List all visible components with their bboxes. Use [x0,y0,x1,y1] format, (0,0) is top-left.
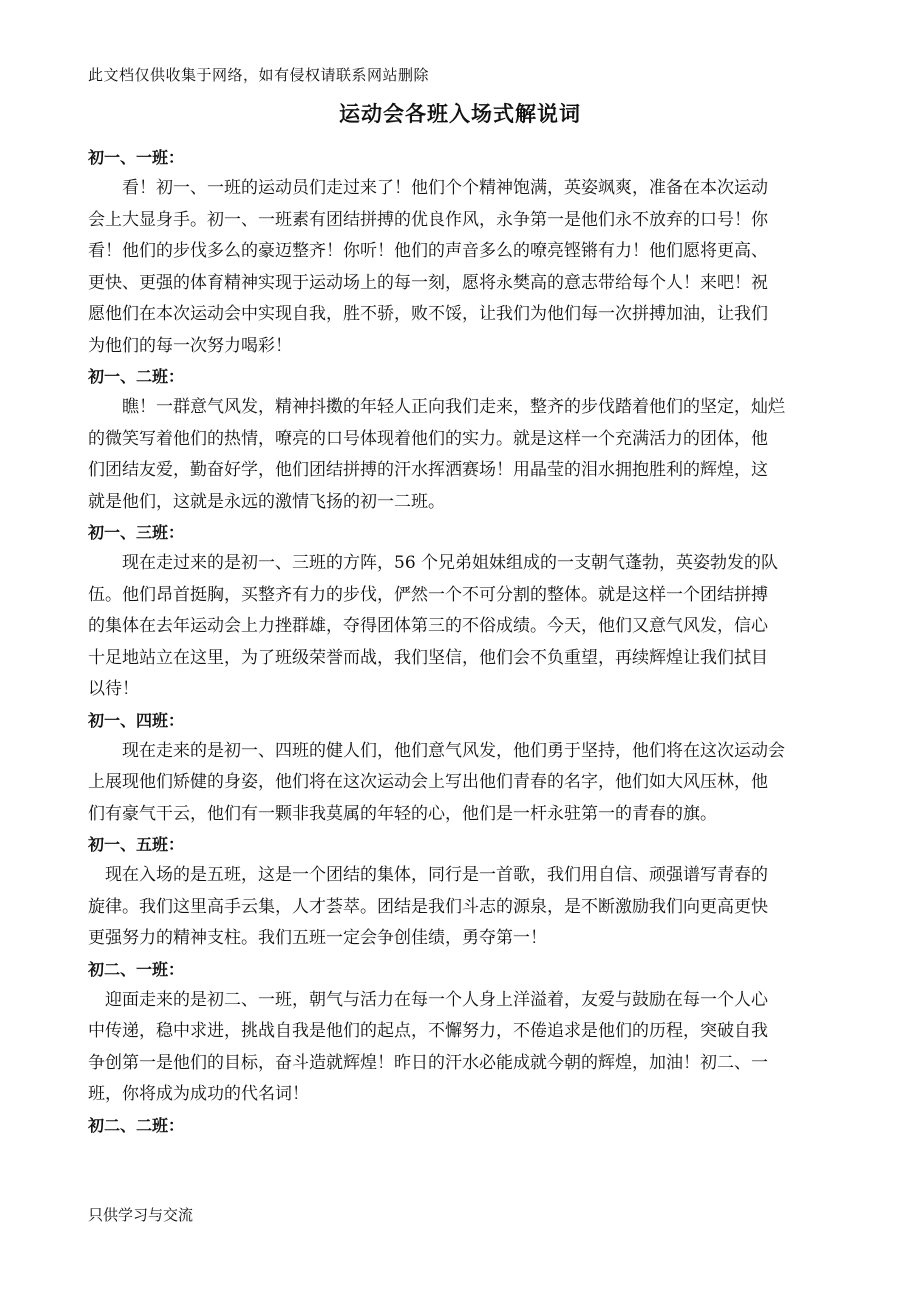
paragraph-line: 伍。他们昂首挺胸，买整齐有力的步伐，俨然一个不可分割的整体。就是这样一个团结拼搏 [88,584,768,605]
paragraph-line: 中传递，稳中求进，挑战自我是他们的起点，不懈努力，不倦追求是他们的历程，突破自我 [88,1021,768,1041]
paragraph-line: 的集体在去年运动会上力挫群雄，夺得团体第三的不俗成绩。今天，他们又意气风发，信心 [88,616,768,636]
paragraph-line: 看！初一、一班的运动员们走过来了！他们个个精神饱满，英姿飒爽，准备在本次运动 [88,178,768,198]
section-heading: 初一、二班： [88,367,185,386]
section-heading: 初一、一班： [88,148,185,167]
paragraph-line: 就是他们，这就是永远的激情飞扬的初一二班。 [88,491,445,512]
paragraph-line: 以待！ [88,679,139,699]
paragraph-line: 上展现他们矫健的身姿，他们将在这次运动会上写出他们青春的名字，他们如大风压林，他 [88,772,768,792]
document-body [88,143,836,1141]
section-paragraph [88,985,836,1111]
section-heading: 初二、二班： [88,1115,185,1135]
paragraph-line: 更强努力的精神支柱。我们五班一定会争创佳绩，勇夺第一！ [88,928,547,948]
section-heading: 初二、一班： [88,959,185,979]
paragraph-line: 迎面走来的是初二、一班，朝气与活力在每一个人身上洋溢着，友爱与鼓励在每一个人心 [88,989,768,1010]
paragraph-line: 现在走过来的是初一、三班的方阵，56 个兄弟姐妹组成的一支朝气蓬勃，英姿勃发的队 [88,553,779,573]
header-disclaimer: 此文档仅供收集于网络，如有侵权请联系网站删除 [88,66,430,84]
paragraph-line: 十足地站立在这里，为了班级荣誉而战，我们坚信，他们会不负重望，再续辉煌让我们拭目 [88,647,768,668]
section-paragraph [88,392,836,518]
section-paragraph [88,860,836,955]
paragraph-line: 会上大显身手。初一、一班素有团结拼搏的优良作风，永争第一是他们永不放弃的口号！你 [88,209,768,230]
paragraph-line: 争创第一是他们的目标，奋斗造就辉煌！昨日的汗水必能成就今朝的辉煌，加油！初二、一 [88,1052,768,1073]
section-paragraph [88,173,836,362]
paragraph-line: 为他们的每一次努力喝彩！ [88,335,292,356]
section-heading: 初一、四班： [88,710,185,730]
section-heading: 初一、三班： [88,523,185,542]
paragraph-line: 旋律。我们这里高手云集，人才荟萃。团结是我们斗志的源泉，是不断激励我们向更高更快 [88,896,768,917]
paragraph-line: 瞧！一群意气风发，精神抖擞的年轻人正向我们走来，整齐的步伐踏着他们的坚定，灿烂 [88,397,785,417]
paragraph-line: 的微笑写着他们的热情，嘹亮的口号体现着他们的实力。就是这样一个充满活力的团体，他 [88,428,768,449]
footer-note: 只供学习与交流 [88,1206,194,1224]
paragraph-line: 看！他们的步伐多么的豪迈整齐！你听！他们的声音多么的嘹亮铿锵有力！他们愿将更高、 [88,241,768,261]
section-paragraph [88,736,836,831]
section-paragraph [88,548,836,706]
paragraph-line: 们有豪气干云，他们有一颗非我莫属的年轻的心，他们是一杆永驻第一的青春的旗。 [88,803,717,824]
paragraph-line: 现在入场的是五班，这是一个团结的集体，同行是一首歌，我们用自信、顽强谱写青春的 [88,865,768,885]
paragraph-line: 班，你将成为成功的代名词！ [88,1084,309,1104]
paragraph-line: 现在走来的是初一、四班的健人们，他们意气风发，他们勇于坚持，他们将在这次运动会 [88,740,785,761]
section-heading: 初一、五班： [88,835,185,854]
paragraph-line: 更快、更强的体育精神实现于运动场上的每一刻，愿将永樊高的意志带给每个人！来吧！祝 [88,272,768,293]
document-title: 运动会各班入场式解说词 [339,101,581,126]
paragraph-line: 愿他们在本次运动会中实现自我，胜不骄，败不馁，让我们为他们每一次拼搏加油，让我们 [88,304,768,324]
paragraph-line: 们团结友爱，勤奋好学，他们团结拼搏的汗水挥洒赛场！用晶莹的泪水拥抱胜利的辉煌，这 [88,460,768,480]
